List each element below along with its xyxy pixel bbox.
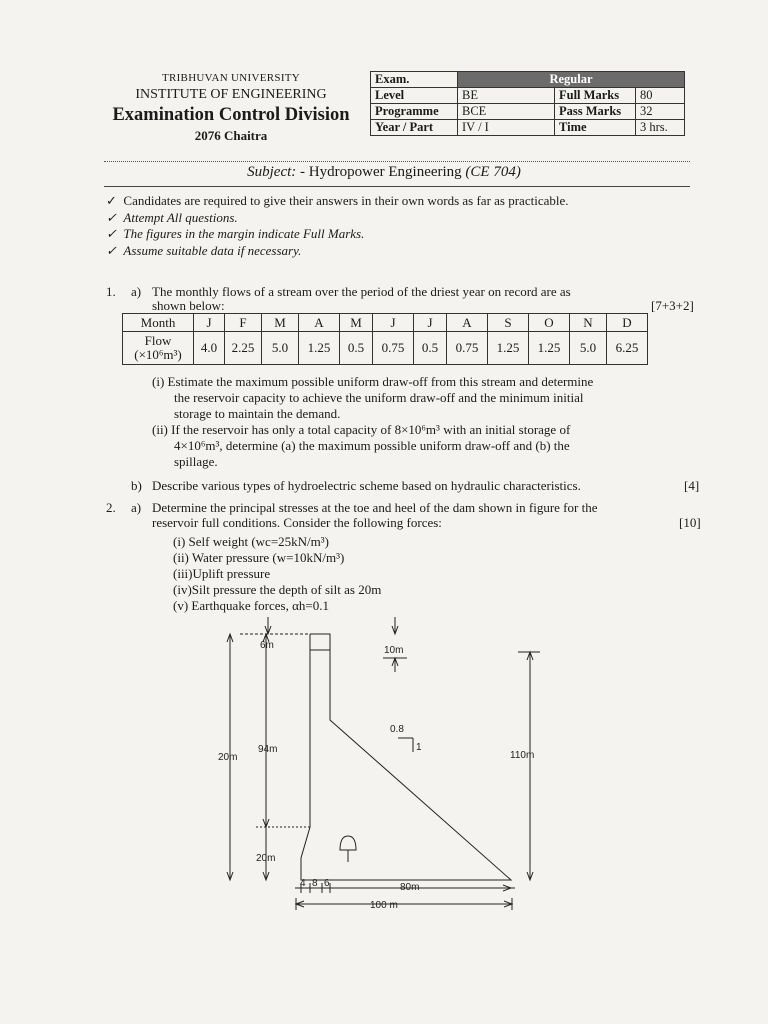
month-cell: J [414,314,447,332]
flow-cell: 2.25 [225,332,262,365]
division-name: Examination Control Division [112,105,350,125]
gallery-shape [340,836,356,850]
q2-number: 2. [106,500,116,515]
label-100m: 100 m [370,900,398,911]
label-94m: 94m [258,744,278,755]
check-icon: ✓ [106,242,117,258]
month-header: Month [123,314,194,332]
month-cell: F [225,314,262,332]
programme-value: BCE [458,104,555,120]
full-marks-value: 80 [636,88,685,104]
q1-number: 1. [106,284,116,299]
check-icon: ✓ [106,209,117,225]
label-6m: 6m [260,640,274,651]
monthly-flow-table [122,313,648,365]
month-cell: A [299,314,340,332]
q1b-label: b) [131,478,142,493]
flow-cell: 0.75 [373,332,414,365]
table-row [123,332,648,365]
label-10m: 10m [384,645,404,656]
exam-type-value: Regular [458,72,685,88]
label-slope-08: 0.8 [390,724,404,735]
yearpart-value: IV / I [458,120,555,136]
yearpart-label: Year / Part [371,120,458,136]
exam-label: Exam. [371,72,458,88]
flow-cell: 5.0 [262,332,299,365]
month-cell: A [447,314,488,332]
flow-cell: 6.25 [607,332,648,365]
instruction-item: ✓ Candidates are required to give their answers in their own words as far as practicable. [106,193,569,208]
subject-prefix: Subject: [247,164,297,180]
full-marks-label: Full Marks [555,88,636,104]
forces-list [173,534,381,614]
flow-cell: 0.75 [447,332,488,365]
month-cell: D [607,314,648,332]
month-cell: O [529,314,570,332]
time-value: 3 hrs. [636,120,685,136]
force-item: (i) Self weight (wc=25kN/m³) [173,534,329,549]
month-cell: S [488,314,529,332]
label-20m: 20m [256,853,276,864]
exam-year: 2076 Chaitra [194,128,268,143]
programme-label: Programme [371,104,458,120]
month-cell: M [262,314,299,332]
flow-cell: 0.5 [340,332,373,365]
q2a-label: a) [131,500,142,515]
q1-part-ii: (ii) If the reservoir has only a total capacity of 8×10⁶m³ with an initial storage of 4×10⁶m³, determine (a) the maximum possible uniform draw-off and (b) the spillage. [152,422,571,469]
dam-figure [200,612,540,922]
label-slope-1: 1 [416,742,422,753]
instruction-item: ✓ The figures in the margin indicate Full Marks. [106,226,365,241]
q2a-marks: [10] [679,515,701,530]
pass-marks-value: 32 [636,104,685,120]
q2a-text-line2: reservoir full conditions. Consider the following forces: [152,515,442,530]
instruction-item: ✓ Assume suitable data if necessary. [106,242,302,258]
subject-divider [104,186,690,187]
subject-line [0,164,768,181]
force-item: (ii) Water pressure (w=10kN/m³) [173,550,345,565]
level-value: BE [458,88,555,104]
q1b-marks: [4] [684,478,700,493]
header-divider [104,161,690,162]
dam-outline [301,634,511,880]
label-110m: 110m [510,750,535,761]
flow-header: Flow (×10⁶m³) [123,332,194,365]
q1a-label: a) [131,284,142,299]
label-80m: 80m [400,882,420,893]
instructions-list [106,193,569,259]
month-cell: J [194,314,225,332]
exam-info-table [370,71,685,136]
university-name: TRIBHUVAN UNIVERSITY [161,72,301,84]
label-8: 8 [312,878,318,889]
table-row [123,314,648,332]
force-item: (iv)Silt pressure the depth of silt as 20m [173,582,382,597]
force-item: (v) Earthquake forces, αh=0.1 [173,598,329,613]
level-label: Level [371,88,458,104]
flow-cell: 1.25 [299,332,340,365]
header-block [100,72,362,144]
flow-cell: 0.5 [414,332,447,365]
q1a-text-line2: shown below: [152,298,225,313]
flow-cell: 1.25 [488,332,529,365]
flow-cell: 4.0 [194,332,225,365]
subject-code: (CE 704) [465,164,521,180]
q1-part-i: (i) Estimate the maximum possible uniform draw-off from this stream and determine the reservoir capacity to achieve the uniform draw-off and the minimum initial storage to maintain the demand. [152,374,594,421]
q1b-text: Describe various types of hydroelectric scheme based on hydraulic characteristics. [152,478,581,493]
time-label: Time [555,120,636,136]
check-icon: ✓ [106,193,117,208]
subject-name: Hydropower Engineering [308,164,462,180]
force-item: (iii)Uplift pressure [173,566,271,581]
label-6: 6 [324,878,330,889]
institute-name: INSTITUTE OF ENGINEERING [135,87,327,102]
flow-cell: 5.0 [570,332,607,365]
q2a-text-line1: Determine the principal stresses at the toe and heel of the dam shown in figure for the [152,500,598,515]
pass-marks-label: Pass Marks [555,104,636,120]
label-4: 4 [300,878,306,889]
label-120m: 20m [218,752,238,763]
q1a-text-line1: The monthly flows of a stream over the period of the driest year on record are as [152,284,571,299]
month-cell: M [340,314,373,332]
q1a-marks: [7+3+2] [651,298,694,313]
flow-cell: 1.25 [529,332,570,365]
instruction-item: ✓ Attempt All questions. [106,209,238,225]
month-cell: N [570,314,607,332]
subject-dash: - [296,164,309,180]
month-cell: J [373,314,414,332]
check-icon: ✓ [106,226,117,241]
